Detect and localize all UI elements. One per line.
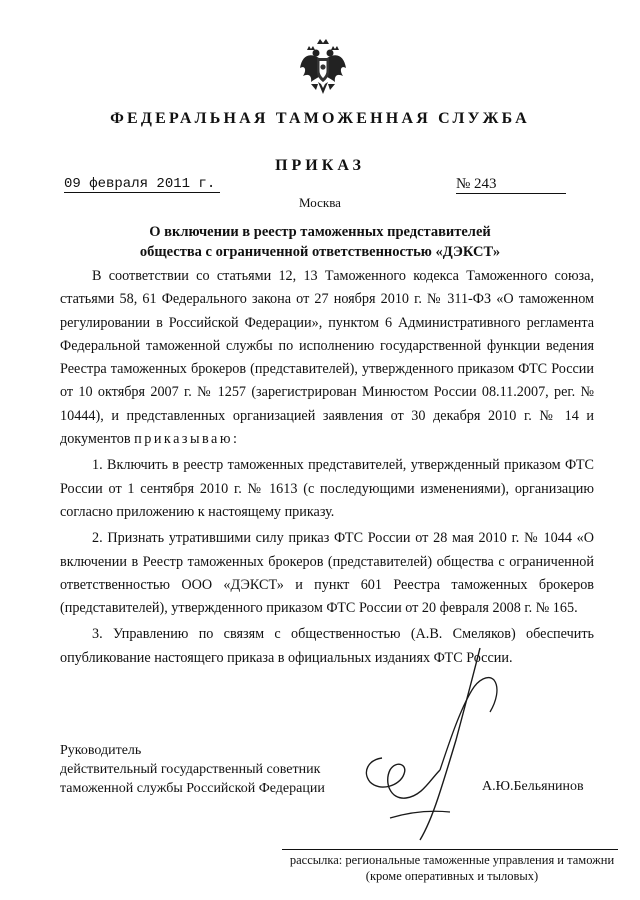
distribution-line: рассылка: региональные таможенные управления и таможни (289, 853, 615, 867)
signer-role: Руководитель (60, 743, 142, 758)
title-line: общества с ограниченной ответственностью «ДЭКСТ» (139, 244, 501, 260)
signer-name: А.Ю.Бельянинов (482, 779, 584, 794)
distribution-line: (кроме оперативных и тыловых) (365, 869, 539, 883)
document-title (0, 222, 640, 262)
title-line: О включении в реестр таможенных представителей (149, 224, 491, 240)
signer-rank: таможенной службы Российской Федерации (60, 781, 325, 796)
order-date: 09 февраля 2011 г. (64, 176, 220, 193)
city: Москва (299, 195, 341, 210)
coat-of-arms-icon (299, 38, 347, 96)
distribution-list (282, 852, 622, 884)
signature-icon (360, 640, 620, 845)
order-item: 1. Включить в реестр таможенных представителей, утвержденный приказом ФТС России от 1 сентября 2010 г. № 1613 (с последующими изменениями), организацию согласно приложению к настоящему приказу. (60, 457, 594, 520)
order-item: 3. Управлению по связям с общественностью (А.В. Смеляков) обеспечить опубликование настоящего приказа в официальных изданиях ФТС России. (60, 626, 594, 666)
order-command: приказываю: (134, 431, 240, 448)
preamble-paragraph (60, 265, 594, 451)
order-number: № 243 (456, 176, 566, 194)
order-item: 2. Признать утратившими силу приказ ФТС России от 28 мая 2010 г. № 1044 «О включении в Реестр таможенных брокеров (представителей) общества с ограниченной ответственностью ООО «ДЭКСТ» и пункт 601 Реестра таможенных брокеров (представителей), утвержденного приказом ФТС России от 20 февраля 2008 г. № 165. (60, 530, 594, 617)
signer-rank: действительный государственный советник (60, 762, 321, 777)
preamble-text: В соответствии со статьями 12, 13 Таможенного кодекса Таможенного союза, статьями 58, 61 Федерального закона от 27 ноября 2010 г. № 311-ФЗ «О таможенном регулировании в Российской Федерации», пунктом 6 Административного регламента Федеральной таможенной службы по исполнению государственной функции ведения Реестра таможенных брокеров (представителей), утвержденного приказом ФТС России от 10 октября 2007 г. № 1257 (зарегистрирован Минюстом России 08.11.2007, рег. № 10444), и представленных организацией заявления от 30 декабря 2010 г. № 14 и документов (60, 268, 594, 448)
document-type: ПРИКАЗ (275, 157, 365, 174)
agency-name: ФЕДЕРАЛЬНАЯ ТАМОЖЕННАЯ СЛУЖБА (110, 110, 530, 127)
order-body (60, 265, 594, 673)
signer-block (60, 741, 325, 798)
distribution-divider (282, 849, 618, 850)
